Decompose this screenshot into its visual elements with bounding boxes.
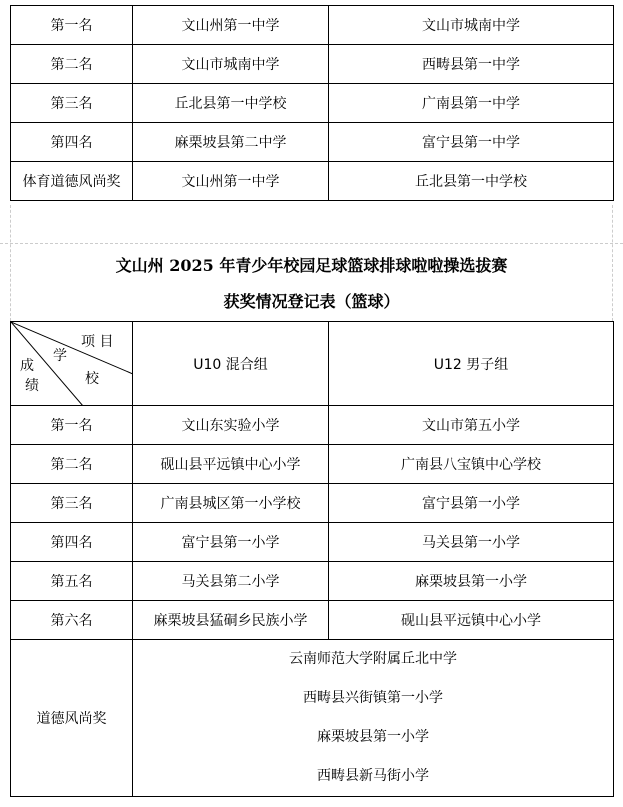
school-cell: 文山市城南中学 (133, 45, 329, 84)
table-row (11, 445, 614, 484)
school-cell: 马关县第一小学 (329, 523, 614, 562)
diagonal-header-cell (11, 322, 133, 406)
rank-cell: 第一名 (11, 6, 133, 45)
school-cell: 麻栗坡县猛硐乡民族小学 (133, 601, 329, 640)
column-header-u10: U10 混合组 (133, 322, 329, 406)
school-cell: 广南县第一中学 (329, 84, 614, 123)
rank-cell: 第六名 (11, 601, 133, 640)
moral-award-schools (133, 640, 614, 797)
header-label-xiao: 校 (85, 371, 99, 387)
table-row (11, 523, 614, 562)
table-row (11, 484, 614, 523)
rank-cell: 第二名 (11, 445, 133, 484)
school-cell: 文山市第五小学 (329, 406, 614, 445)
table-row (11, 6, 614, 45)
school-cell: 丘北县第一中学校 (329, 162, 614, 201)
school-cell: 马关县第二小学 (133, 562, 329, 601)
school-item: 西畴县新马街小学 (317, 768, 429, 784)
rank-cell: 第四名 (11, 523, 133, 562)
table-row (11, 406, 614, 445)
school-cell: 广南县八宝镇中心学校 (329, 445, 614, 484)
school-item: 麻栗坡县第一小学 (317, 729, 429, 745)
school-item: 西畴县兴街镇第一小学 (303, 690, 443, 706)
school-cell: 文山州第一中学 (133, 6, 329, 45)
rank-cell: 第五名 (11, 562, 133, 601)
results-table-top (10, 5, 614, 201)
table-row (11, 123, 614, 162)
document-title: 文山州 2025 年青少年校园足球篮球排球啦啦操选拔赛 (115, 256, 508, 275)
rank-cell: 第一名 (11, 406, 133, 445)
results-table-basketball (10, 321, 614, 797)
table-row-moral-award (11, 640, 614, 797)
school-cell: 广南县城区第一小学校 (133, 484, 329, 523)
school-cell: 富宁县第一小学 (133, 523, 329, 562)
school-cell: 砚山县平远镇中心小学 (329, 601, 614, 640)
school-item: 云南师范大学附属丘北中学 (289, 651, 457, 667)
school-cell: 西畴县第一中学 (329, 45, 614, 84)
document-subtitle: 获奖情况登记表（篮球） (223, 292, 400, 311)
school-cell: 麻栗坡县第一小学 (329, 562, 614, 601)
header-label-item: 项 目 (81, 334, 114, 350)
rank-cell: 第三名 (11, 484, 133, 523)
table-row (11, 562, 614, 601)
column-header-u12: U12 男子组 (329, 322, 614, 406)
rank-cell: 第二名 (11, 45, 133, 84)
school-cell: 文山州第一中学 (133, 162, 329, 201)
header-label-cheng: 成 (20, 358, 34, 374)
table-row (11, 162, 614, 201)
school-cell: 富宁县第一中学 (329, 123, 614, 162)
table-row (11, 84, 614, 123)
school-cell: 文山东实验小学 (133, 406, 329, 445)
rank-cell: 第四名 (11, 123, 133, 162)
school-cell: 丘北县第一中学校 (133, 84, 329, 123)
school-cell: 砚山县平远镇中心小学 (133, 445, 329, 484)
award-label-cell: 体育道德风尚奖 (11, 162, 133, 201)
rank-cell: 第三名 (11, 84, 133, 123)
section-divider (0, 243, 623, 244)
school-cell: 文山市城南中学 (329, 6, 614, 45)
school-cell: 富宁县第一小学 (329, 484, 614, 523)
award-label-cell: 道德风尚奖 (11, 640, 133, 797)
table-row (11, 45, 614, 84)
school-cell: 麻栗坡县第二中学 (133, 123, 329, 162)
header-label-xue: 学 (53, 348, 67, 364)
table-row (11, 601, 614, 640)
table-header-row (11, 322, 614, 406)
header-label-ji: 绩 (25, 378, 39, 394)
